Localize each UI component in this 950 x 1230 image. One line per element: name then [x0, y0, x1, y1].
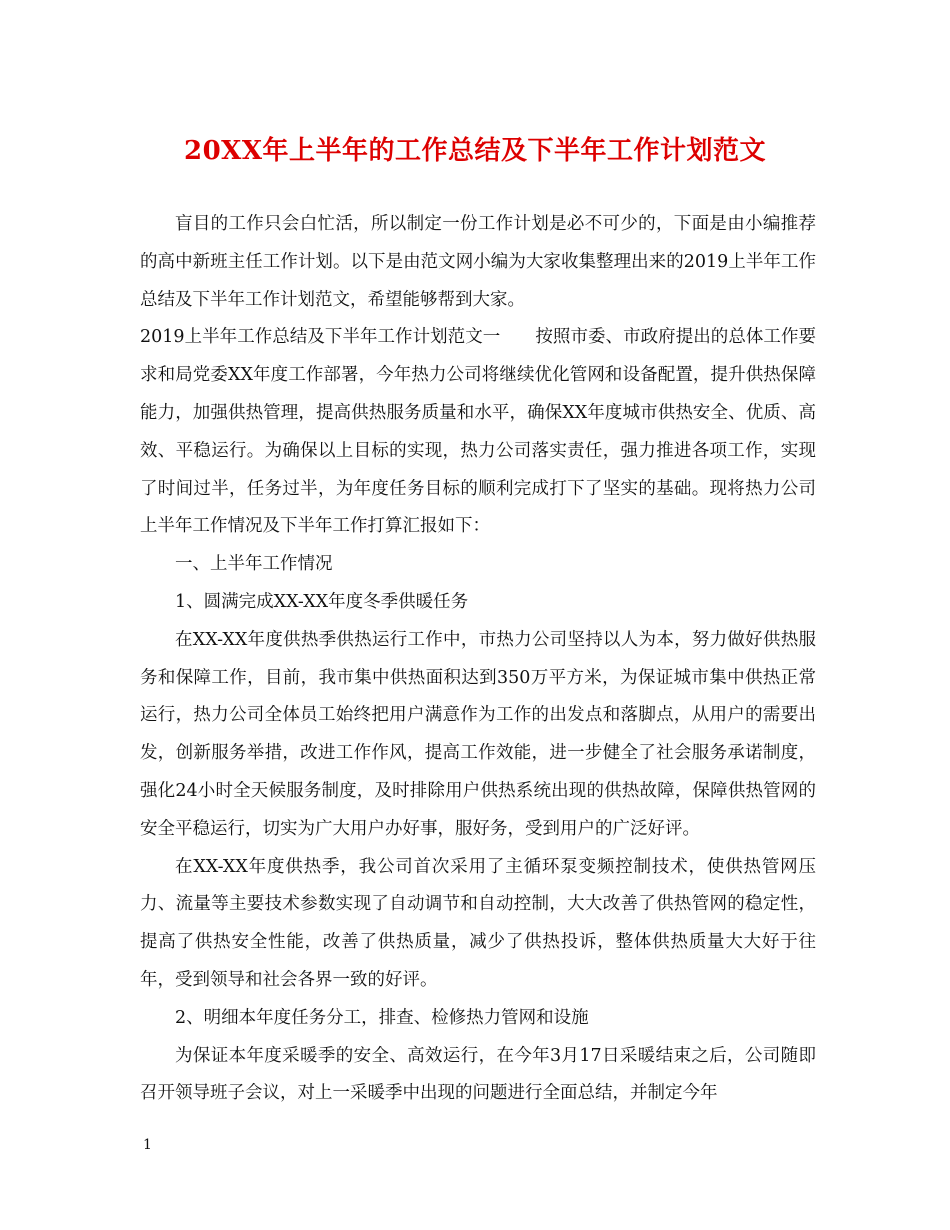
paragraph-frequency-control: 在XX-XX年度供热季，我公司首次采用了主循环泵变频控制技术，使供热管网压力、流量等主要技术参数实现了自动调节和自动控制，大大改善了供热管网的稳定性，提高了供热安全性能，改善了供热质量，减少了供热投诉，整体供热质量大大好于往年，受到领导和社会各界一致的好评。 — [140, 856, 816, 990]
section-heading-first-half: 一、上半年工作情况 — [175, 554, 333, 575]
subsection-heading-heating-task: 1、圆满完成XX-XX年度冬季供暖任务 — [175, 591, 469, 612]
paragraph-intro: 盲目的工作只会白忙活，所以制定一份工作计划是必不可少的，下面是由小编推荐的高中新班主任工作计划。以下是由范文网小编为大家收集整理出来的2019上半年工作总结及下半年工作计划范文，希望能够帮到大家。 — [140, 214, 816, 310]
paragraph-heating-service: 在XX-XX年度供热季供热运行工作中，市热力公司坚持以人为本，努力做好供热服务和保障工作，目前，我市集中供热面积达到350万平方米，为保证城市集中供热正常运行，热力公司全体员工始终把用户满意作为工作的出发点和落脚点，从用户的需要出发，创新服务举措，改进工作作风，提高工作效能，进一步健全了社会服务承诺制度，强化24小时全天候服务制度，及时排除用户供热系统出现的供热故障，保障供热管网的安全平稳运行，切实为广大用户办好事，服好务，受到用户的广泛好评。 — [140, 629, 816, 839]
page-number: 1 — [143, 1137, 152, 1153]
document-body — [140, 206, 816, 1113]
paragraph-maintenance: 为保证本年度采暖季的安全、高效运行，在今年3月17日采暖结束之后，公司随即召开领导班子会议，对上一采暖季中出现的问题进行全面总结，并制定今年 — [140, 1045, 816, 1104]
document-title: 20XX年上半年的工作总结及下半年工作计划范文 — [183, 136, 767, 166]
paragraph-sample-one: 2019上半年工作总结及下半年工作计划范文一 按照市委、市政府提出的总体工作要求和局党委XX年度工作部署，今年热力公司将继续优化管网和设备配置，提升供热保障能力，加强供热管理，提高供热服务质量和水平，确保XX年度城市供热安全、优质、高效、平稳运行。为确保以上目标的实现，热力公司落实责任，强力推进各项工作，实现了时间过半，任务过半，为年度任务目标的顺利完成打下了坚实的基础。现将热力公司上半年工作情况及下半年工作打算汇报如下： — [140, 327, 816, 537]
subsection-heading-task-division: 2、明细本年度任务分工，排查、检修热力管网和设施 — [175, 1007, 589, 1028]
